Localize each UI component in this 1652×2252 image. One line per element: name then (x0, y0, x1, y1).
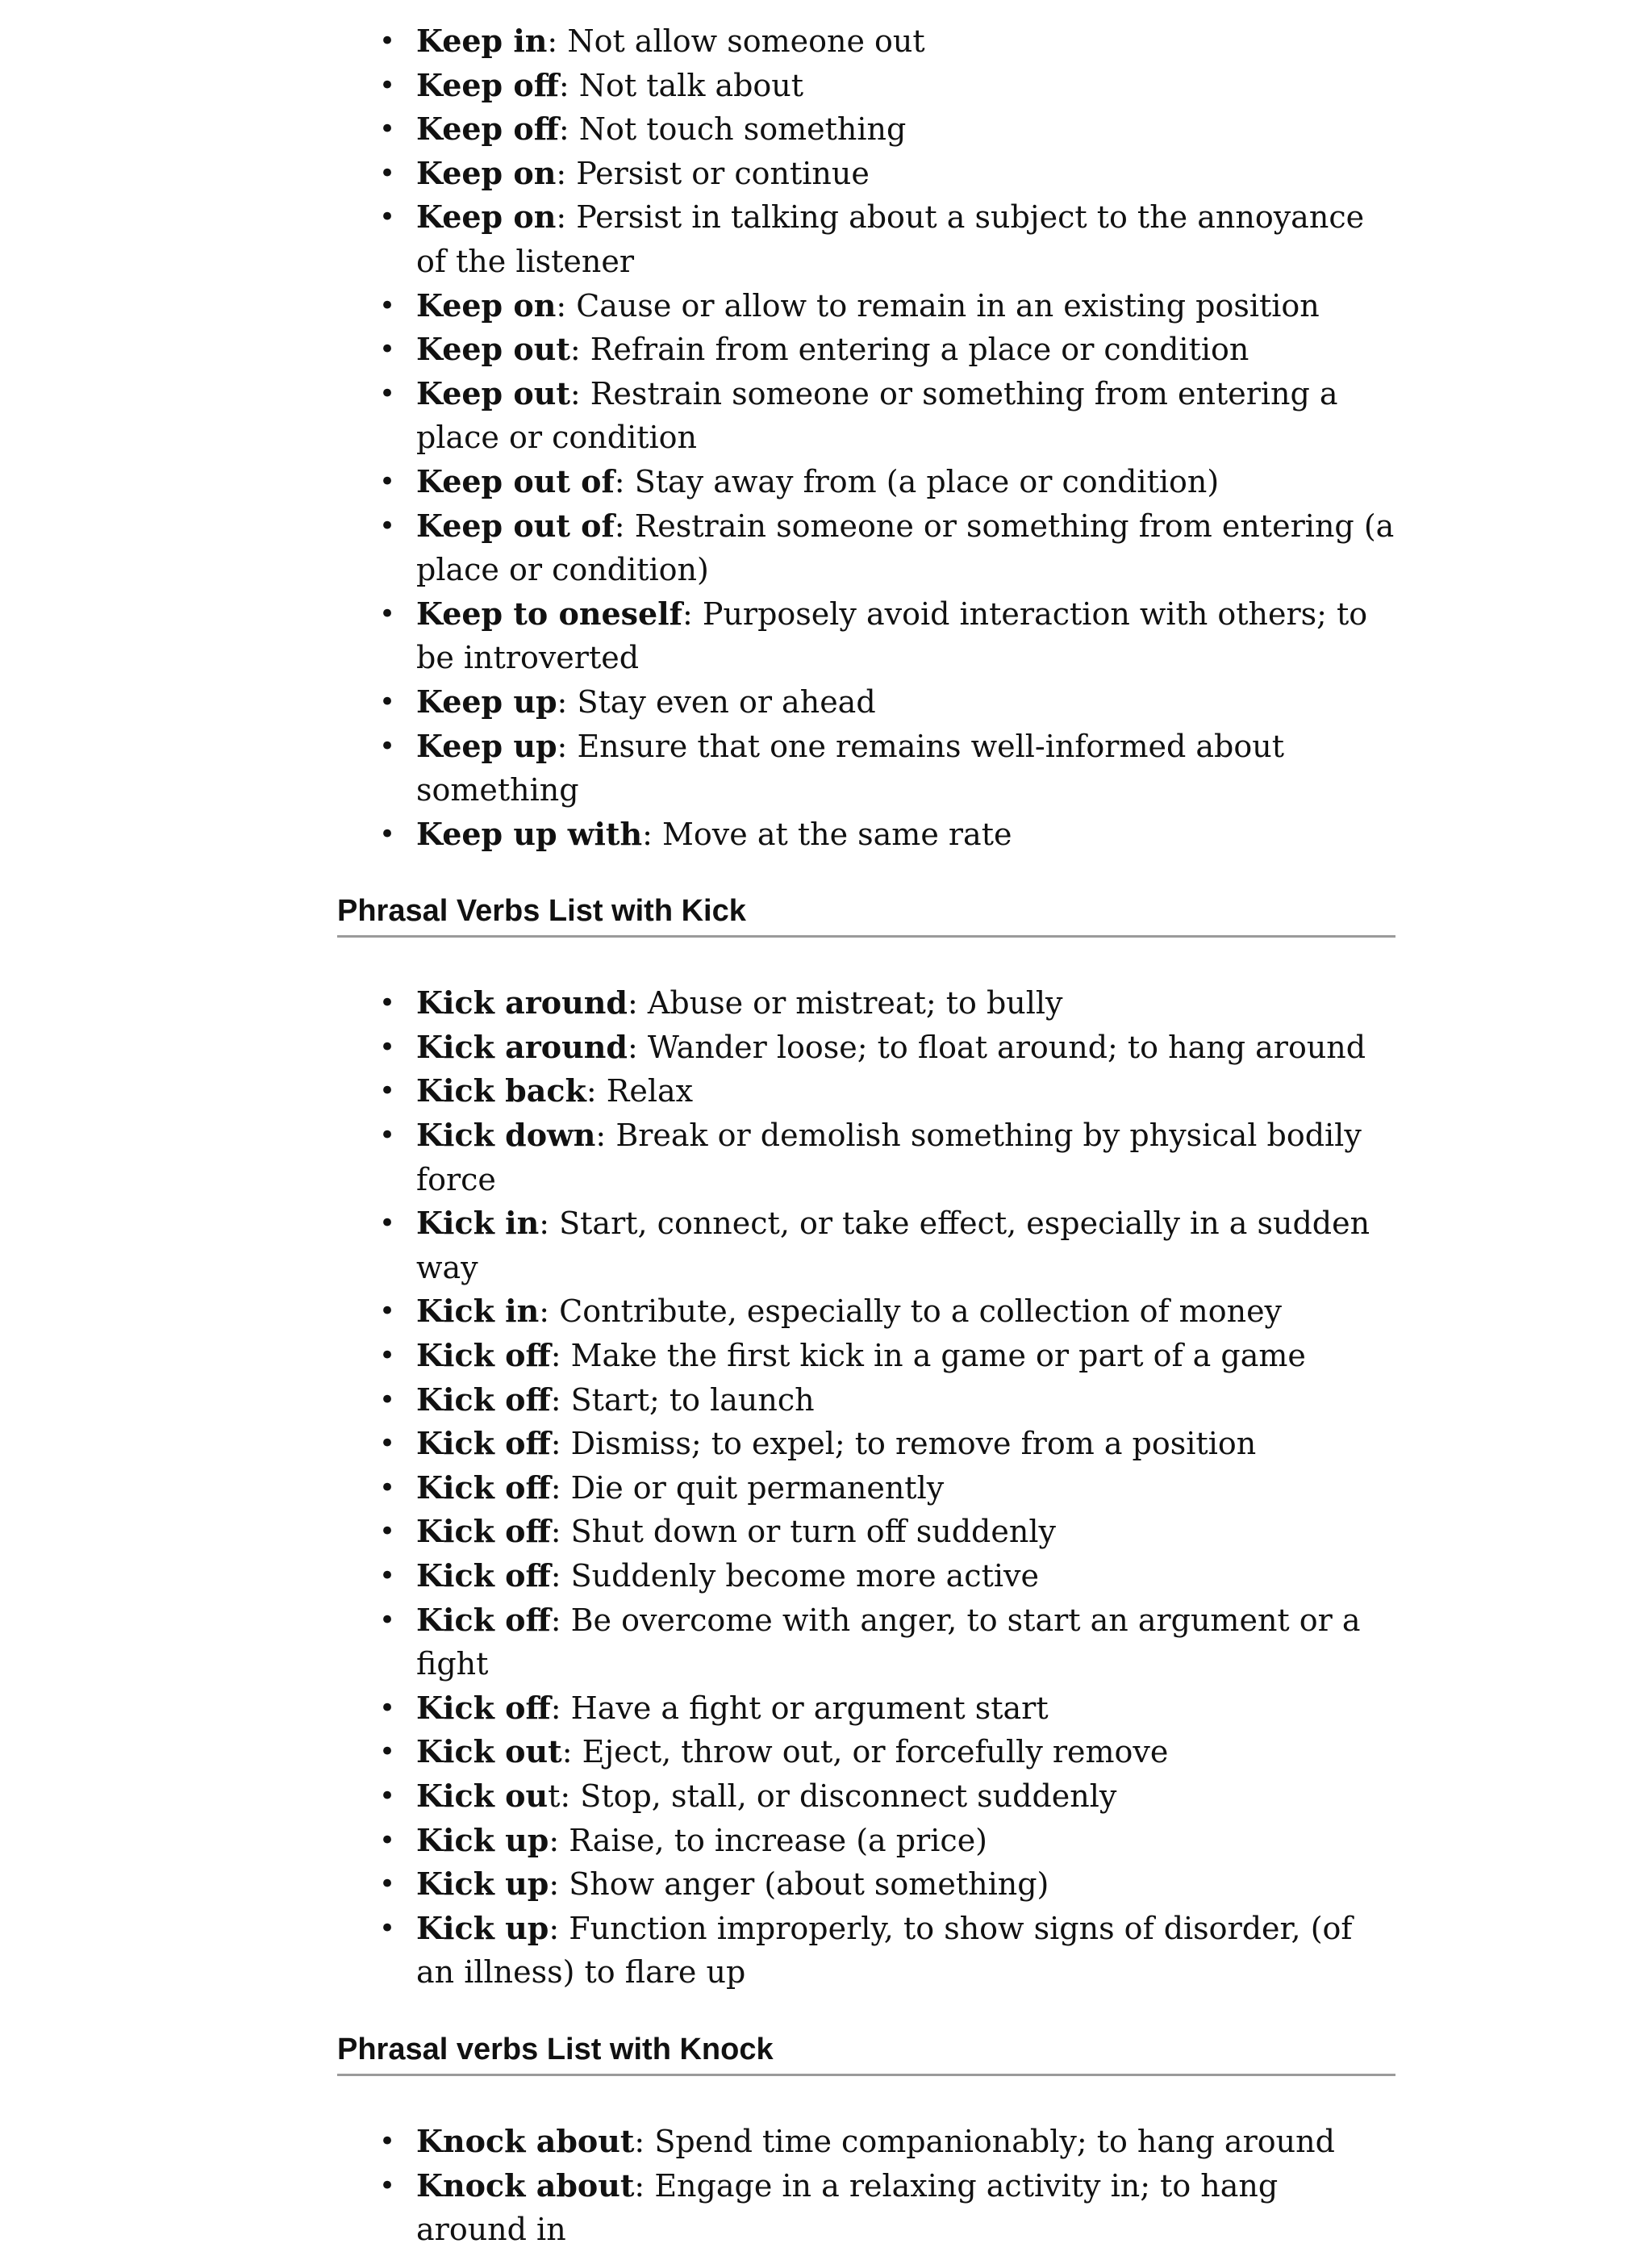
term-separator: : (550, 1690, 571, 1726)
term-separator: : (550, 1514, 571, 1550)
list-item (379, 1774, 1395, 1819)
term-separator: : (539, 1293, 560, 1330)
list-item (379, 1686, 1395, 1731)
bullet-icon: • (379, 817, 396, 850)
phrasal-verb-term: Keep off (416, 111, 559, 148)
bullet-icon: • (379, 1119, 396, 1152)
term-separator: : (634, 2167, 655, 2204)
bullet-icon: • (379, 333, 396, 366)
term-separator: : (550, 1381, 571, 1418)
phrasal-verb-definition: Persist in talking about a subject to the annoyance of the listener (416, 199, 1365, 279)
list-item (379, 460, 1395, 504)
bullet-icon: • (379, 1603, 396, 1636)
phrasal-verb-definition: Restrain someone or something from entering a place or condition (416, 375, 1338, 456)
term-separator: : (550, 1426, 571, 1462)
phrasal-verb-definition: Move at the same rate (662, 816, 1012, 852)
list-item (379, 1113, 1395, 1201)
phrasal-verb-definition: Make the first kick in a game or part of a game (570, 1338, 1306, 1374)
bullet-icon: • (379, 1736, 396, 1769)
term-separator: : (682, 595, 703, 632)
phrasal-verb-definition: Suddenly become more active (570, 1558, 1039, 1594)
kick-phrasal-verbs-list (337, 981, 1395, 1995)
phrasal-verb-definition: Break or demolish something by physical bodily force (416, 1118, 1362, 1197)
bullet-icon: • (379, 1471, 396, 1504)
term-separator: : (549, 1910, 569, 1946)
bullet-icon: • (379, 289, 396, 322)
list-item (379, 64, 1395, 108)
bullet-icon: • (379, 2125, 396, 2158)
list-item (379, 725, 1395, 813)
bullet-icon: • (379, 1207, 396, 1240)
phrasal-verb-term: Keep up (416, 683, 557, 720)
bullet-icon: • (379, 1779, 396, 1812)
list-item (379, 680, 1395, 725)
kick-section-heading: Phrasal Verbs List with Kick (337, 893, 1395, 938)
term-separator: : (614, 463, 635, 499)
phrasal-verb-definition: Not talk about (578, 67, 804, 103)
phrasal-verb-term: Keep to oneself (416, 595, 682, 632)
list-item (379, 1422, 1395, 1466)
phrasal-verb-definition: Eject, throw out, or forcefully remove (582, 1734, 1169, 1770)
knock-phrasal-verbs-list (337, 2120, 1395, 2252)
bullet-icon: • (379, 1295, 396, 1328)
phrasal-verb-term: Kick up (416, 1821, 549, 1858)
phrasal-verb-term: Kick down (416, 1117, 596, 1154)
bullet-icon: • (379, 1868, 396, 1901)
phrasal-verb-term: Kick off (416, 1689, 551, 1726)
bullet-icon: • (379, 69, 396, 102)
phrasal-verb-definition: Stay away from (a place or condition) (634, 463, 1220, 499)
phrasal-verb-definition: Stop, stall, or disconnect suddenly (580, 1778, 1117, 1814)
phrasal-verb-definition: Relax (606, 1073, 694, 1109)
list-item (379, 2120, 1395, 2164)
list-item (379, 1026, 1395, 1070)
phrasal-verb-term: Kick ou (416, 1777, 549, 1814)
phrasal-verb-term: Kick off (416, 1601, 551, 1638)
bullet-icon: • (379, 1824, 396, 1857)
term-separator: : (569, 332, 590, 368)
list-item (379, 2164, 1395, 2252)
phrasal-verb-definition: Cause or allow to remain in an existing position (576, 287, 1320, 324)
phrasal-verb-term: Keep out (416, 331, 570, 368)
phrasal-verb-definition: Not allow someone out (567, 23, 925, 59)
bullet-icon: • (379, 685, 396, 718)
phrasal-verb-definition: Start, connect, or take effect, especially in a sudden way (416, 1205, 1370, 1285)
list-item (379, 1510, 1395, 1554)
phrasal-verb-definition: Refrain from entering a place or condition (590, 332, 1249, 368)
phrasal-verb-term: Kick around (416, 1028, 628, 1065)
bullet-icon: • (379, 509, 396, 542)
list-item (379, 1862, 1395, 1907)
term-separator: : (550, 1602, 571, 1638)
phrasal-verb-definition: Start; to launch (570, 1381, 815, 1418)
list-item (379, 1201, 1395, 1289)
phrasal-verb-definition: Shut down or turn off suddenly (570, 1514, 1056, 1550)
bullet-icon: • (379, 2169, 396, 2202)
list-item (379, 1289, 1395, 1334)
term-separator: : (556, 199, 577, 236)
bullet-icon: • (379, 1030, 396, 1063)
bullet-icon: • (379, 377, 396, 410)
phrasal-verb-term: Kick off (416, 1513, 551, 1550)
bullet-icon: • (379, 201, 396, 234)
list-item (379, 19, 1395, 64)
phrasal-verb-term: Keep on (416, 154, 557, 191)
phrasal-verb-definition: Show anger (about something) (569, 1866, 1049, 1903)
phrasal-verb-term: Keep in (416, 23, 548, 59)
phrasal-verb-definition: Raise, to increase (a price) (569, 1822, 988, 1858)
phrasal-verb-definition: Persist or continue (576, 155, 870, 191)
list-item (379, 1730, 1395, 1774)
bullet-icon: • (379, 1427, 396, 1460)
list-item (379, 1819, 1395, 1863)
phrasal-verb-term: Kick off (416, 1337, 551, 1374)
list-item (379, 1554, 1395, 1598)
list-item (379, 152, 1395, 196)
keep-phrasal-verbs-list (337, 19, 1395, 856)
phrasal-verb-term: Kick off (416, 1425, 551, 1462)
term-separator: : (595, 1118, 616, 1154)
phrasal-verb-term: Kick in (416, 1293, 540, 1330)
bullet-icon: • (379, 1075, 396, 1108)
bullet-icon: • (379, 597, 396, 630)
term-separator: : (614, 508, 635, 544)
list-item (379, 195, 1395, 283)
phrasal-verb-definition: Stay even or ahead (577, 683, 876, 720)
bullet-icon: • (379, 1560, 396, 1592)
phrasal-verb-definition: Abuse or mistreat; to bully (647, 985, 1063, 1022)
phrasal-verb-term: Keep up (416, 727, 557, 764)
term-separator: : (627, 1029, 648, 1065)
knock-section (337, 2032, 1395, 2252)
phrasal-verb-term: Kick off (416, 1381, 551, 1418)
phrasal-verb-definition: Engage in a relaxing activity in; to hang around in (416, 2167, 1279, 2248)
term-separator: : (627, 985, 648, 1022)
bullet-icon: • (379, 465, 396, 498)
phrasal-verb-definition: Purposely avoid interaction with others; to be introverted (416, 595, 1368, 676)
phrasal-verb-term: Kick back (416, 1072, 586, 1109)
phrasal-verb-definition: Wander loose; to float around; to hang around (647, 1029, 1366, 1065)
list-item (379, 328, 1395, 372)
list-item (379, 284, 1395, 328)
list-item (379, 107, 1395, 152)
phrasal-verb-definition: Ensure that one remains well-informed about something (416, 728, 1284, 808)
term-separator: : (556, 155, 577, 191)
bullet-icon: • (379, 987, 396, 1020)
term-separator: : (586, 1073, 607, 1109)
term-separator: : (634, 2123, 655, 2159)
term-separator: : (550, 1338, 571, 1374)
list-item (379, 1378, 1395, 1423)
phrasal-verb-term: Knock about (416, 2122, 635, 2159)
phrasal-verb-definition: Restrain someone or something from entering (a place or condition) (416, 508, 1395, 588)
phrasal-verb-definition: Have a fight or argument start (570, 1690, 1049, 1726)
term-separator: : (642, 816, 662, 852)
term-separator: t: (548, 1778, 581, 1814)
list-item (379, 813, 1395, 857)
term-separator: : (557, 683, 578, 720)
bullet-icon: • (379, 1911, 396, 1945)
term-separator: : (558, 111, 579, 148)
list-item (379, 1907, 1395, 1995)
list-item (379, 1069, 1395, 1113)
phrasal-verb-term: Keep on (416, 286, 557, 324)
phrasal-verb-term: Keep out (416, 374, 570, 412)
phrasal-verb-term: Kick up (416, 1909, 549, 1946)
phrasal-verb-term: Kick around (416, 984, 628, 1022)
phrasal-verb-definition: Not touch something (578, 111, 907, 148)
term-separator: : (569, 375, 590, 412)
kick-section (337, 893, 1395, 1995)
term-separator: : (549, 1822, 569, 1858)
article-content (337, 19, 1395, 2252)
bullet-icon: • (379, 1515, 396, 1548)
bullet-icon: • (379, 729, 396, 763)
phrasal-verb-definition: Dismiss; to expel; to remove from a position (570, 1426, 1257, 1462)
bullet-icon: • (379, 25, 396, 57)
term-separator: : (549, 1866, 569, 1903)
phrasal-verb-term: Kick off (416, 1469, 551, 1506)
phrasal-verb-definition: Function improperly, to show signs of disorder, (of an illness) to flare up (416, 1910, 1353, 1991)
phrasal-verb-definition: Be overcome with anger, to start an argument or a fight (416, 1602, 1361, 1682)
phrasal-verb-term: Kick out (416, 1733, 562, 1770)
knock-section-heading: Phrasal verbs List with Knock (337, 2032, 1395, 2076)
list-item (379, 504, 1395, 592)
phrasal-verb-term: Kick up (416, 1866, 549, 1903)
bullet-icon: • (379, 113, 396, 146)
phrasal-verb-definition: Contribute, especially to a collection of money (559, 1293, 1283, 1330)
term-separator: : (556, 287, 577, 324)
bullet-icon: • (379, 1691, 396, 1724)
phrasal-verb-term: Keep on (416, 198, 557, 236)
term-separator: : (550, 1469, 571, 1506)
phrasal-verb-definition: Spend time companionably; to hang around (654, 2123, 1335, 2159)
bullet-icon: • (379, 1339, 396, 1373)
list-item (379, 981, 1395, 1026)
list-item (379, 372, 1395, 460)
term-separator: : (539, 1205, 560, 1242)
phrasal-verb-term: Knock about (416, 2166, 635, 2204)
phrasal-verb-term: Kick off (416, 1557, 551, 1594)
list-item (379, 1598, 1395, 1686)
list-item (379, 592, 1395, 680)
bullet-icon: • (379, 1383, 396, 1416)
term-separator: : (561, 1734, 582, 1770)
term-separator: : (557, 728, 578, 764)
phrasal-verb-term: Keep off (416, 66, 559, 103)
phrasal-verb-term: Keep out of (416, 507, 615, 544)
term-separator: : (550, 1558, 571, 1594)
list-item (379, 1466, 1395, 1510)
phrasal-verb-term: Kick in (416, 1205, 540, 1242)
phrasal-verb-term: Keep up with (416, 815, 643, 852)
phrasal-verb-term: Keep out of (416, 462, 615, 499)
list-item (379, 1334, 1395, 1378)
bullet-icon: • (379, 157, 396, 190)
term-separator: : (547, 23, 568, 59)
phrasal-verb-definition: Die or quit permanently (570, 1469, 945, 1506)
term-separator: : (558, 67, 579, 103)
